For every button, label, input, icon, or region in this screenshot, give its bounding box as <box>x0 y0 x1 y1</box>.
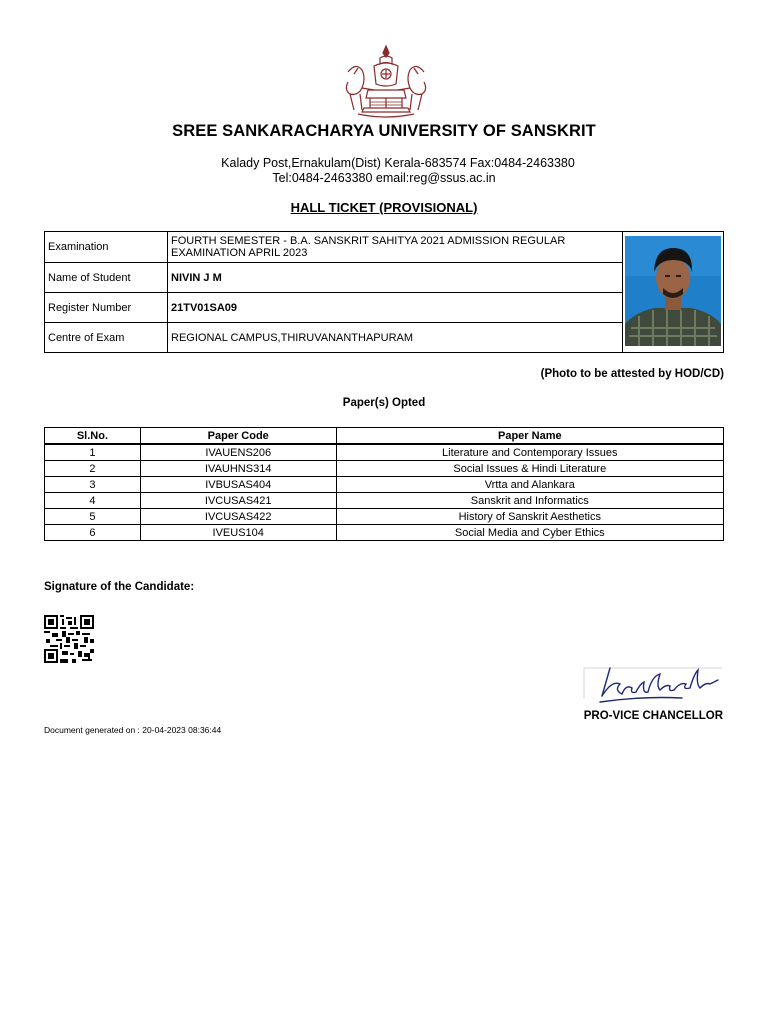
paper-code: IVBUSAS404 <box>140 477 336 493</box>
candidate-signature-label: Signature of the Candidate: <box>44 581 195 593</box>
examination-label: Examination <box>45 232 168 263</box>
register-row <box>45 293 724 323</box>
examination-value: FOURTH SEMESTER - B.A. SANSKRIT SAHITYA 2021 ADMISSION REGULAR EXAMINATION APRIL 2023 <box>168 232 623 263</box>
candidate-info-table <box>44 231 724 353</box>
paper-name: Literature and Contemporary Issues <box>336 444 723 461</box>
paper-code: IVEUS104 <box>140 525 336 541</box>
centre-row <box>45 323 724 353</box>
generated-timestamp: Document generated on : 20-04-2023 08:36:44 <box>44 725 222 735</box>
name-label: Name of Student <box>45 263 168 293</box>
paper-slno: 5 <box>45 509 141 525</box>
contact-line: Tel:0484-2463380 email:reg@ssus.ac.in <box>272 171 496 185</box>
register-value: 21TV01SA09 <box>168 293 623 323</box>
name-row <box>45 263 724 293</box>
table-row <box>45 461 724 477</box>
photo-cell <box>623 232 724 353</box>
name-value: NIVIN J M <box>168 263 623 293</box>
paper-name: Social Media and Cyber Ethics <box>336 525 723 541</box>
paper-code: IVCUSAS422 <box>140 509 336 525</box>
papers-header-row <box>45 428 724 445</box>
paper-slno: 2 <box>45 461 141 477</box>
table-row <box>45 493 724 509</box>
header-paper-code: Paper Code <box>140 428 336 445</box>
paper-code: IVAUENS206 <box>140 444 336 461</box>
paper-name: Sanskrit and Informatics <box>336 493 723 509</box>
paper-name: Vrtta and Alankara <box>336 477 723 493</box>
signatory-title: PRO-VICE CHANCELLOR <box>583 710 723 722</box>
paper-name: Social Issues & Hindi Literature <box>336 461 723 477</box>
candidate-photo <box>625 236 721 346</box>
examination-row <box>45 232 724 263</box>
university-name: SREE SANKARACHARYA UNIVERSITY OF SANSKRIT <box>172 122 596 140</box>
table-row <box>45 525 724 541</box>
papers-table <box>44 427 724 541</box>
paper-slno: 1 <box>45 444 141 461</box>
pro-vice-chancellor-signature <box>582 660 722 708</box>
address-line: Kalady Post,Ernakulam(Dist) Kerala-683574 Fax:0484-2463380 <box>221 156 575 170</box>
qr-code <box>44 615 94 663</box>
register-label: Register Number <box>45 293 168 323</box>
paper-code: IVAUHNS314 <box>140 461 336 477</box>
table-row <box>45 477 724 493</box>
header-slno: Sl.No. <box>45 428 141 445</box>
header-paper-name: Paper Name <box>336 428 723 445</box>
paper-name: History of Sanskrit Aesthetics <box>336 509 723 525</box>
table-row <box>45 509 724 525</box>
table-row <box>45 444 724 461</box>
centre-value: REGIONAL CAMPUS,THIRUVANANTHAPURAM <box>168 323 623 353</box>
papers-title: Paper(s) Opted <box>342 397 426 409</box>
photo-attest-note: (Photo to be attested by HOD/CD) <box>540 368 724 380</box>
paper-slno: 3 <box>45 477 141 493</box>
document-title: HALL TICKET (PROVISIONAL) <box>290 200 478 215</box>
centre-label: Centre of Exam <box>45 323 168 353</box>
university-emblem <box>340 44 432 120</box>
paper-slno: 6 <box>45 525 141 541</box>
paper-slno: 4 <box>45 493 141 509</box>
paper-code: IVCUSAS421 <box>140 493 336 509</box>
